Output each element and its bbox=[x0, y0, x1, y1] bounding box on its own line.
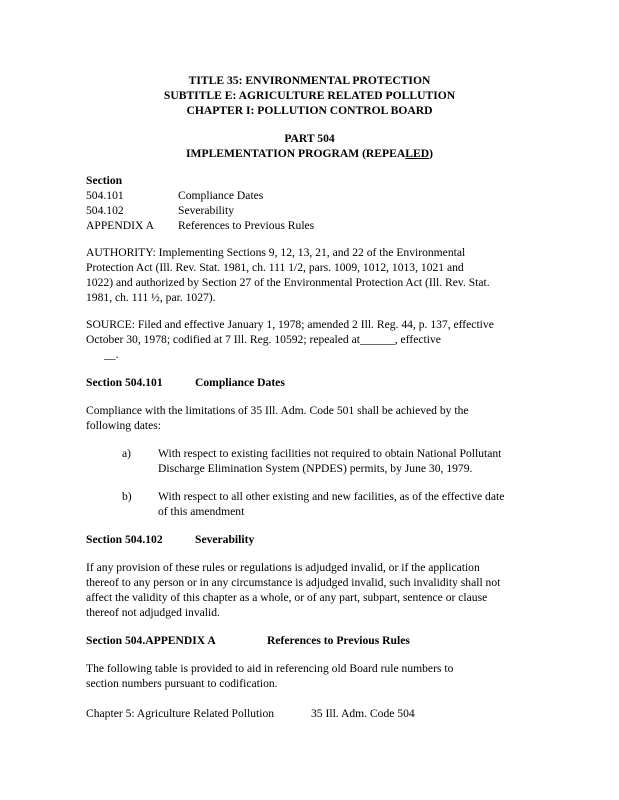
section-102-line: If any provision of these rules or regulations is adjudged invalid, or if the application bbox=[86, 561, 480, 574]
section-101-intro-line: following dates: bbox=[86, 419, 162, 432]
appendix-a-line: section numbers pursuant to codification. bbox=[86, 677, 278, 690]
authority-line: AUTHORITY: Implementing Sections 9, 12, 13, 21, and 22 of the Environmental bbox=[86, 246, 466, 259]
appendix-table-old: Chapter 5: Agriculture Related Pollution bbox=[86, 707, 275, 720]
toc-row-title: Compliance Dates bbox=[178, 189, 264, 202]
toc-row-number: 504.102 bbox=[86, 204, 124, 217]
subtitle-heading: SUBTITLE E: AGRICULTURE RELATED POLLUTION bbox=[163, 89, 456, 102]
toc-row-number: 504.101 bbox=[86, 189, 124, 202]
section-102-number: Section 504.102 bbox=[86, 533, 163, 546]
authority-line: 1981, ch. 111 ½, par. 1027). bbox=[86, 291, 216, 304]
section-102-line: thereof to any person or in any circumstance is adjudged invalid, such invalidity shall not bbox=[86, 576, 501, 589]
source-line: October 30, 1978; codified at 7 Ill. Reg. 10592; repealed at______, effective bbox=[86, 333, 441, 346]
part-heading: PART 504 bbox=[284, 132, 335, 145]
item-line: of this amendment bbox=[158, 505, 245, 518]
appendix-table-new: 35 Ill. Adm. Code 504 bbox=[311, 707, 415, 720]
source-trailing-mark: __. bbox=[104, 348, 119, 361]
section-101-number: Section 504.101 bbox=[86, 376, 163, 389]
appendix-a-number: Section 504.APPENDIX A bbox=[86, 634, 216, 647]
program-heading-prefix: IMPLEMENTATION PROGRAM (REPEA bbox=[186, 147, 406, 160]
authority-line: 1022) and authorized by Section 27 of the Environmental Protection Act (Ill. Rev. Stat. bbox=[86, 276, 490, 289]
program-heading-suffix: ) bbox=[429, 147, 433, 160]
toc-row-title: References to Previous Rules bbox=[178, 219, 315, 232]
toc-row-number: APPENDIX A bbox=[86, 219, 154, 232]
item-label: b) bbox=[122, 490, 132, 503]
toc-row-title: Severability bbox=[178, 204, 235, 217]
section-101-intro-line: Compliance with the limitations of 35 Ill. Adm. Code 501 shall be achieved by the bbox=[86, 404, 469, 417]
appendix-a-line: The following table is provided to aid in referencing old Board rule numbers to bbox=[86, 662, 454, 675]
appendix-a-title: References to Previous Rules bbox=[267, 634, 410, 647]
chapter-heading: CHAPTER I: POLLUTION CONTROL BOARD bbox=[186, 104, 433, 117]
authority-line: Protection Act (Ill. Rev. Stat. 1981, ch. 111 1/2, pars. 1009, 1012, 1013, 1021 and bbox=[86, 261, 464, 274]
item-line: With respect to all other existing and new facilities, as of the effective date bbox=[158, 490, 505, 503]
section-102-line: affect the validity of this chapter as a whole, or of any part, subpart, sentence or clause bbox=[86, 591, 488, 604]
title-heading: TITLE 35: ENVIRONMENTAL PROTECTION bbox=[188, 74, 431, 87]
section-102-title: Severability bbox=[195, 533, 255, 546]
item-line: With respect to existing facilities not required to obtain National Pollutant bbox=[158, 447, 502, 460]
program-heading bbox=[0, 145, 619, 162]
item-line: Discharge Elimination System (NPDES) permits, by June 30, 1979. bbox=[158, 462, 473, 475]
item-label: a) bbox=[122, 447, 132, 460]
source-line: SOURCE: Filed and effective January 1, 1978; amended 2 Ill. Reg. 44, p. 137, effective bbox=[86, 318, 494, 331]
section-101-title: Compliance Dates bbox=[195, 376, 285, 389]
toc-heading: Section bbox=[86, 174, 123, 187]
section-102-line: thereof not adjudged invalid. bbox=[86, 606, 220, 619]
program-heading-underlined: LED bbox=[405, 147, 430, 160]
